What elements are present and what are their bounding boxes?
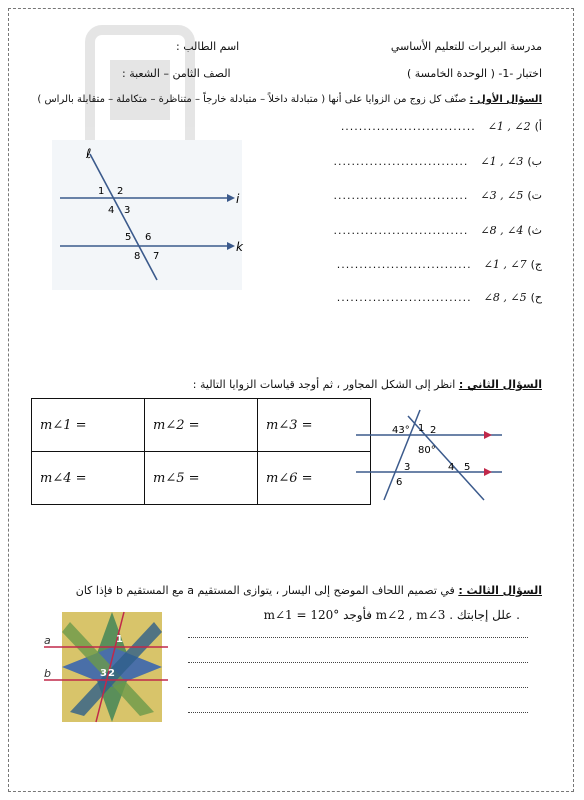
item-letter: ب) (527, 155, 542, 168)
answer-cell-angle-1[interactable]: m∠1 = (32, 399, 145, 452)
q1-item (302, 120, 542, 133)
answer-blank[interactable]: .............................. (336, 258, 472, 271)
answer-cell-angle-5[interactable]: m∠5 = (145, 452, 258, 505)
q3-title: السؤال الثالث : (458, 584, 542, 597)
q3-given: m∠1 = 120° فأوجد m∠2 , m∠3 . علل إجابتك . (263, 608, 520, 622)
q1-item (302, 189, 542, 202)
answer-cell-angle-6[interactable]: m∠6 = (258, 452, 371, 505)
q1-item (302, 258, 542, 271)
angle-3-label: 3 (100, 668, 107, 679)
answer-line[interactable] (188, 711, 528, 713)
angle-8-label: 8 (134, 251, 141, 262)
angle-pair: ∠8 , ∠5 (483, 291, 527, 304)
q2-prompt (193, 378, 542, 391)
grade-label: الصف الثامن – الشعبة : (122, 67, 231, 80)
answer-line[interactable] (188, 661, 528, 663)
angle-1-label: 1 (98, 186, 105, 197)
angle-43-label: 43° (392, 425, 410, 436)
q2-title: السؤال الثاني : (458, 378, 542, 391)
school-name: مدرسة البريرات للتعليم الأساسي (390, 40, 542, 53)
line-a-label: a (44, 634, 51, 647)
q1-prompt (37, 94, 542, 105)
item-letter: ث) (527, 224, 542, 237)
q2-text: انظر إلى الشكل المجاور ، ثم أوجد قياسات الزوايا التالية : (192, 378, 456, 391)
angle-4-label: 4 (448, 462, 455, 473)
item-letter: أ) (534, 120, 542, 133)
line-b-label: b (44, 667, 51, 680)
angle-3-label: 3 (124, 205, 131, 216)
q1-title: السؤال الأول : (469, 94, 542, 105)
answer-cell-angle-4[interactable]: m∠4 = (32, 452, 145, 505)
line-l-label: ℓ (86, 147, 92, 162)
answer-blank[interactable]: .............................. (333, 224, 469, 237)
answer-blank[interactable]: .............................. (333, 155, 469, 168)
answer-line[interactable] (188, 686, 528, 688)
answer-blank[interactable]: .............................. (333, 189, 469, 202)
answer-line[interactable] (188, 636, 528, 638)
angle-pair: ∠1 , ∠7 (483, 258, 527, 271)
angle-pair: ∠8 , ∠4 (480, 224, 524, 237)
angle-6-label: 6 (145, 232, 152, 243)
angle-2-label: 2 (117, 186, 124, 197)
angle-pair: ∠1 , ∠3 (480, 155, 524, 168)
item-letter: ت) (527, 189, 542, 202)
angle-7-label: 7 (153, 251, 160, 262)
q3-quilt-figure (40, 612, 172, 722)
q1-item (302, 224, 542, 237)
angle-pair: ∠1 , ∠2 (487, 120, 531, 133)
q1-item (302, 291, 542, 304)
answer-blank[interactable]: .............................. (336, 291, 472, 304)
item-letter: ج) (530, 258, 542, 271)
item-letter: ح) (530, 291, 542, 304)
angle-5-label: 5 (464, 462, 471, 473)
student-name-label: اسم الطالب : (176, 40, 240, 53)
q1-text: صنّف كل زوج من الزوايا على أنها ( متبادلة داخلاً – متبادلة خارجاً – متناظرة – متكاملة – متقابلة بالراس ) (37, 94, 467, 105)
q1-transversal-figure (52, 140, 242, 290)
q2-triangle-figure (352, 400, 512, 510)
line-i-label: i (236, 192, 240, 206)
angle-3-label: 3 (404, 462, 411, 473)
answer-cell-angle-3[interactable]: m∠3 = (258, 399, 371, 452)
answer-cell-angle-2[interactable]: m∠2 = (145, 399, 258, 452)
exam-title: اختبار -1- ( الوحدة الخامسة ) (406, 67, 542, 80)
q1-item (302, 155, 542, 168)
q3-prompt (76, 584, 542, 597)
q3-text: في تصميم اللحاف الموضح إلى اليسار ، يتوازى المستقيم a مع المستقيم b فإذا كان (75, 584, 455, 597)
angle-4-label: 4 (108, 205, 115, 216)
angle-1-label: 1 (116, 634, 123, 645)
q2-answer-table (31, 398, 371, 505)
angle-2-label: 2 (430, 425, 437, 436)
angle-1-label: 1 (418, 423, 425, 434)
line-k-label: k (236, 240, 243, 254)
angle-pair: ∠3 , ∠5 (480, 189, 524, 202)
angle-2-label: 2 (108, 668, 115, 679)
angle-5-label: 5 (125, 232, 132, 243)
angle-6-label: 6 (396, 477, 403, 488)
angle-80-label: 80° (418, 445, 436, 456)
answer-blank[interactable]: .............................. (340, 120, 476, 133)
